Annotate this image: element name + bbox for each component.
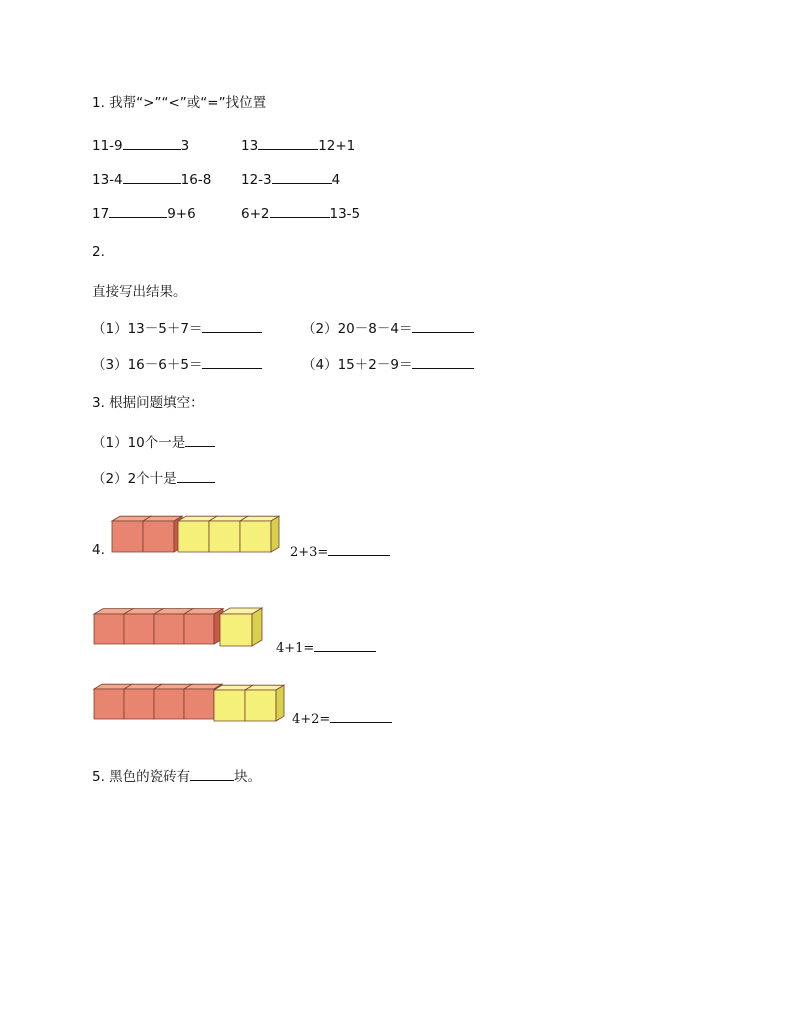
q1-row2-left	[92, 170, 211, 188]
q1-row3-left	[92, 204, 196, 222]
expr-right: 3	[180, 138, 190, 154]
equation-text: 4+2=	[292, 712, 331, 727]
expr-left: 12-3	[241, 172, 272, 188]
q2-number: 2.	[92, 244, 105, 260]
answer-blank[interactable]	[412, 355, 474, 369]
yellow-cube-front	[214, 690, 245, 721]
yellow-cube-front	[245, 690, 276, 721]
answer-blank[interactable]	[272, 170, 332, 184]
yellow-cube-front	[178, 521, 209, 552]
q5-before: 5. 黑色的瓷砖有	[92, 769, 191, 785]
yellow-cube-side	[276, 685, 284, 721]
expr-left: 6+2	[241, 206, 270, 222]
expr-left: 17	[92, 206, 110, 222]
equation-text: 4+1=	[276, 641, 315, 656]
expr-right: 16-8	[180, 172, 212, 188]
answer-blank[interactable]	[190, 767, 234, 781]
answer-blank[interactable]	[185, 433, 215, 447]
answer-blank[interactable]	[123, 170, 181, 184]
expr-left: 13	[241, 138, 259, 154]
expr-left: 11-9	[92, 138, 123, 154]
red-cube-front	[94, 689, 124, 719]
q2-instruction: 直接写出结果。	[92, 284, 187, 300]
answer-blank[interactable]	[123, 136, 181, 150]
expression: （1）13－5＋7＝	[92, 321, 203, 337]
q4-number: 4.	[92, 542, 105, 558]
question-text: （2）2个十是	[92, 471, 177, 487]
answer-blank[interactable]	[314, 638, 376, 652]
yellow-cube-side	[252, 608, 262, 646]
expr-right: 12+1	[318, 138, 356, 154]
q2-item-4	[302, 355, 474, 373]
expression: （2）20－8－4＝	[302, 321, 413, 337]
answer-blank[interactable]	[328, 542, 390, 556]
q1-row2-right	[241, 170, 340, 188]
q5-text	[92, 767, 261, 785]
q2-item-2	[302, 319, 474, 337]
red-cube-front	[112, 521, 143, 552]
q4-equation-2	[276, 638, 376, 657]
answer-blank[interactable]	[270, 204, 330, 218]
red-cube-front	[184, 689, 214, 719]
yellow-cube-front	[209, 521, 240, 552]
red-cube-front	[124, 614, 154, 644]
question-text: （1）10个一是	[92, 435, 186, 451]
red-cube-front	[154, 614, 184, 644]
q4-equation-1	[290, 542, 390, 561]
expr-right: 4	[331, 172, 341, 188]
q3-item-1	[92, 433, 215, 451]
expr-right: 13-5	[329, 206, 361, 222]
q3-item-2	[92, 469, 215, 487]
yellow-cube-front	[240, 521, 271, 552]
q4-equation-3	[292, 709, 392, 728]
red-cube-front	[143, 521, 174, 552]
expr-left: 13-4	[92, 172, 123, 188]
red-cube-front	[124, 689, 154, 719]
q2-item-1	[92, 319, 262, 337]
red-cube-front	[184, 614, 214, 644]
answer-blank[interactable]	[412, 319, 474, 333]
yellow-cube-front	[220, 614, 252, 646]
answer-blank[interactable]	[330, 709, 392, 723]
block-picture-4-plus-1	[92, 598, 274, 650]
q1-row1-left	[92, 136, 189, 154]
red-cube-front	[94, 614, 124, 644]
expression: （3）16－6＋5＝	[92, 357, 203, 373]
answer-blank[interactable]	[202, 319, 262, 333]
expr-right: 9+6	[167, 206, 196, 222]
red-cube-front	[154, 689, 184, 719]
q1-row1-right	[241, 136, 355, 154]
equation-text: 2+3=	[290, 545, 329, 560]
q1-row3-right	[241, 204, 360, 222]
q5-after: 块。	[234, 769, 262, 785]
answer-blank[interactable]	[177, 469, 215, 483]
answer-blank[interactable]	[258, 136, 318, 150]
q2-item-3	[92, 355, 262, 373]
yellow-cube-side	[271, 516, 279, 552]
answer-blank[interactable]	[109, 204, 167, 218]
q3-title: 3. 根据问题填空：	[92, 395, 204, 411]
block-picture-4-plus-2	[92, 675, 290, 723]
answer-blank[interactable]	[202, 355, 262, 369]
block-picture-2-plus-3	[108, 508, 284, 556]
q1-title: 1. 我帮“>”“<”或“=”找位置	[92, 95, 267, 111]
expression: （4）15＋2－9＝	[302, 357, 413, 373]
